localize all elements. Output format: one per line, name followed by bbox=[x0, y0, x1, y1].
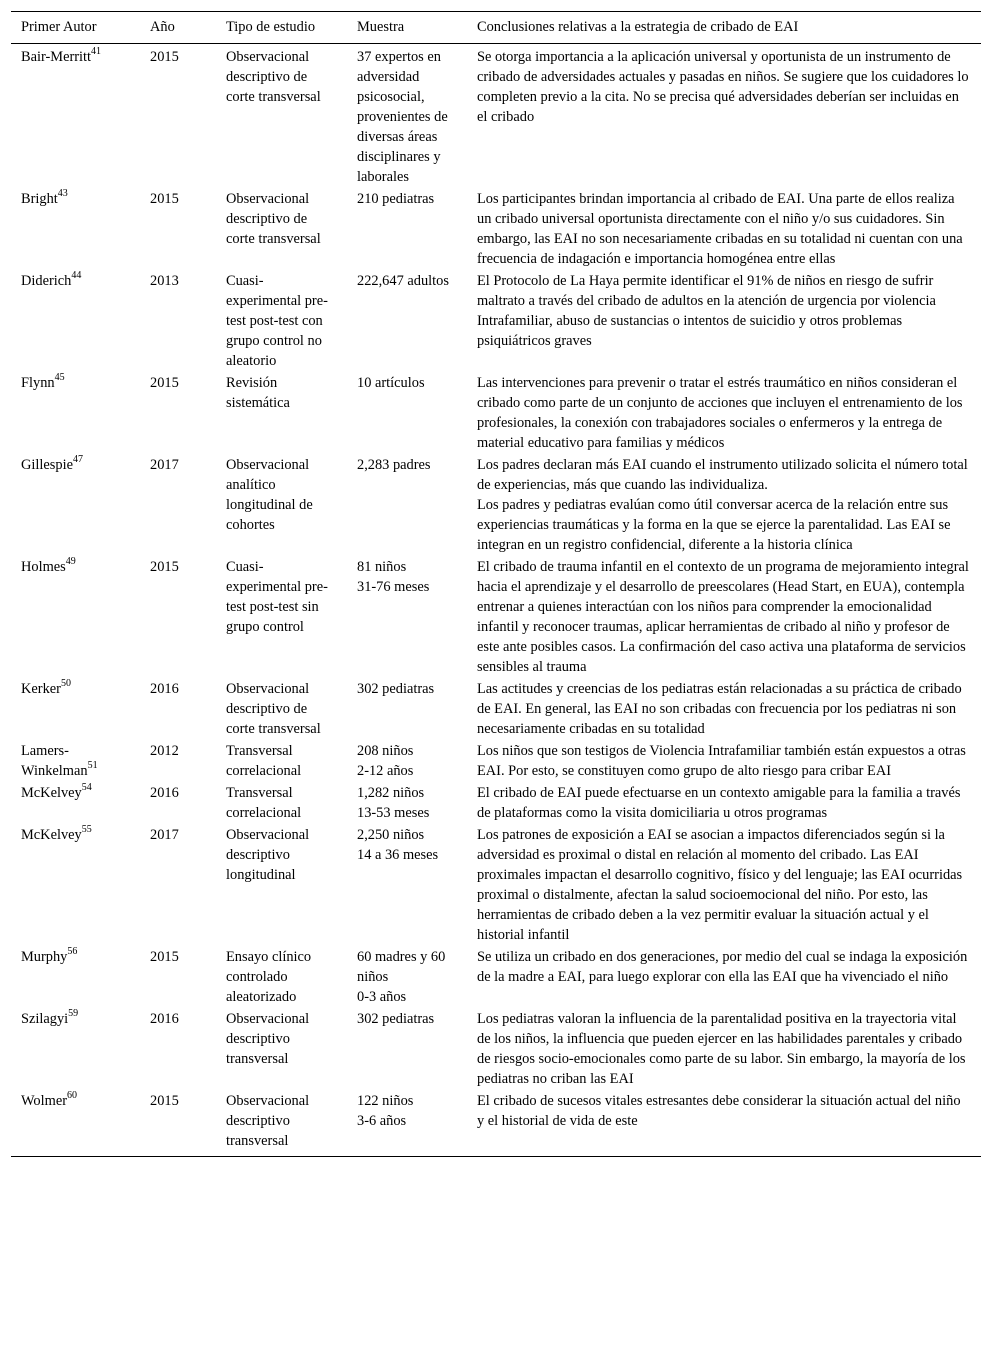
cell-conclusion: El Protocolo de La Haya permite identificar el 91% de niños en riesgo de sufrir maltrato a través del cribado de adultos en la atención de urgencia por violencia Intrafamiliar, abuso de sustancias o intentos de suicidio y otros problemas psiquiátricos graves bbox=[477, 273, 936, 349]
cell-study-type: Ensayo clínico controlado aleatorizado bbox=[226, 949, 312, 1005]
cell-study-type: Observacional analítico longitudinal de cohortes bbox=[226, 457, 313, 533]
reference-number: 56 bbox=[67, 946, 78, 958]
cell-year: 2016 bbox=[150, 681, 179, 697]
cell-conclusion: Las intervenciones para prevenir o tratar el estrés traumático en niños consideran el cribado como parte de un conjunto de acciones que incluyen el entrenamiento de los profesionales, la conexión con trabajadores sociales o enfermeros y la entrega de material educativo para familias y médicos bbox=[477, 375, 963, 451]
cell-year: 2017 bbox=[150, 457, 179, 473]
cell-conclusion: Se utiliza un cribado en dos generaciones, por medio del cual se indaga la exposición de la madre a EAI, para luego explorar con ella las EAI que ha vivenciado el niño bbox=[477, 949, 968, 985]
cell-study-type: Cuasi-experimental pre-test post-test sin grupo control bbox=[226, 559, 328, 635]
cell-year: 2012 bbox=[150, 743, 179, 759]
table-row bbox=[11, 677, 981, 739]
cell-sample: 208 niños 2-12 años bbox=[357, 743, 414, 779]
author-name: Bright bbox=[21, 191, 58, 207]
author-name: Szilagyi bbox=[21, 1011, 69, 1027]
reference-number: 44 bbox=[71, 270, 82, 282]
cell-author bbox=[11, 823, 140, 945]
cell-year: 2015 bbox=[140, 1089, 216, 1157]
table-row bbox=[11, 371, 981, 453]
cell-sample: 222,647 adultos bbox=[357, 273, 449, 289]
cell-conclusion: Los padres declaran más EAI cuando el instrumento utilizado solicita el número total de experiencias, más que cuando las individualiza. Los padres y pediatras evalúan como útil conversar acerca de la relación entre sus experiencias traumáticas y la forma en la que se ejerce la parentalidad. Las EAI se integran en un registro confidencial, diferente a la historia clínica bbox=[477, 457, 968, 553]
reference-number: 59 bbox=[68, 1008, 79, 1020]
cell-author bbox=[11, 945, 140, 1007]
header-author: Primer Autor bbox=[11, 12, 140, 44]
cell-study-type: Observacional descriptivo de corte transversal bbox=[226, 681, 321, 737]
cell-year: 2015 bbox=[150, 191, 179, 207]
cell-sample: 2,283 padres bbox=[357, 457, 431, 473]
table-row bbox=[11, 44, 981, 188]
cell-author bbox=[11, 677, 140, 739]
cell-sample: 2,250 niños 14 a 36 meses bbox=[357, 827, 439, 863]
author-name: Holmes bbox=[21, 559, 66, 575]
cell-study-type: Transversal correlacional bbox=[226, 785, 302, 821]
cell-author bbox=[11, 44, 140, 188]
author-name: Lamers-Winkelman bbox=[21, 743, 88, 779]
cell-year: 2017 bbox=[150, 827, 179, 843]
cell-study-type: Observacional descriptivo de corte transversal bbox=[226, 49, 321, 105]
cell-sample: 1,282 niños 13-53 meses bbox=[357, 785, 430, 821]
cell-author bbox=[11, 555, 140, 677]
author-name: Kerker bbox=[21, 681, 61, 697]
author-name: Diderich bbox=[21, 273, 72, 289]
header-year: Año bbox=[140, 12, 216, 44]
cell-sample: 122 niños 3-6 años bbox=[347, 1089, 467, 1157]
cell-conclusion: Las actitudes y creencias de los pediatras están relacionadas a su práctica de cribado de EAI. En general, las EAI no son cribadas con frecuencia por los pediatras ni son necesariamente cribadas en su totalidad bbox=[477, 681, 962, 737]
table-row bbox=[11, 555, 981, 677]
author-name: McKelvey bbox=[21, 827, 82, 843]
cell-sample: 37 expertos en adversidad psicosocial, provenientes de diversas áreas disciplinares y laborales bbox=[357, 49, 448, 185]
cell-author bbox=[11, 187, 140, 269]
table-header-row bbox=[11, 12, 981, 44]
cell-author bbox=[11, 1007, 140, 1089]
author-name: Bair-Merritt bbox=[21, 49, 92, 65]
reference-number: 43 bbox=[57, 188, 68, 200]
cell-author bbox=[11, 371, 140, 453]
cell-sample: 10 artículos bbox=[357, 375, 425, 391]
cell-conclusion: El cribado de sucesos vitales estresantes debe considerar la situación actual del niño y el historial de vida de este bbox=[467, 1089, 981, 1157]
reference-number: 41 bbox=[91, 46, 102, 58]
header-study-type: Tipo de estudio bbox=[216, 12, 347, 44]
cell-study-type: Observacional descriptivo transversal bbox=[216, 1089, 347, 1157]
table-row bbox=[11, 269, 981, 371]
cell-study-type: Revisión sistemática bbox=[226, 375, 290, 411]
author-name: Flynn bbox=[21, 375, 55, 391]
cell-author bbox=[11, 269, 140, 371]
reference-number: 45 bbox=[54, 372, 65, 384]
reference-number: 55 bbox=[81, 824, 92, 836]
table-row bbox=[11, 739, 981, 781]
cell-study-type: Cuasi-experimental pre-test post-test con grupo control no aleatorio bbox=[226, 273, 328, 369]
studies-table bbox=[11, 11, 981, 1157]
cell-year: 2015 bbox=[150, 559, 179, 575]
table-row bbox=[11, 1007, 981, 1089]
table-row bbox=[11, 453, 981, 555]
author-name: McKelvey bbox=[21, 785, 82, 801]
cell-study-type: Observacional descriptivo longitudinal bbox=[226, 827, 310, 883]
cell-conclusion: El cribado de EAI puede efectuarse en un contexto amigable para la familia a través de plataformas como la visita domiciliaria u otros programas bbox=[477, 785, 961, 821]
table-row bbox=[11, 1089, 981, 1157]
reference-number: 51 bbox=[87, 760, 98, 772]
table-row bbox=[11, 945, 981, 1007]
table-row bbox=[11, 187, 981, 269]
cell-author bbox=[11, 739, 140, 781]
table-container bbox=[11, 11, 981, 1157]
reference-number: 50 bbox=[60, 678, 71, 690]
reference-number: 54 bbox=[81, 782, 92, 794]
table-row bbox=[11, 781, 981, 823]
cell-year: 2015 bbox=[150, 49, 179, 65]
cell-year: 2015 bbox=[150, 949, 179, 965]
cell-sample: 302 pediatras bbox=[357, 681, 435, 697]
cell-year: 2016 bbox=[150, 785, 179, 801]
cell-year: 2013 bbox=[150, 273, 179, 289]
cell-conclusion: Se otorga importancia a la aplicación universal y oportunista de un instrumento de cribado de adversidades actuales y pasadas en niños. Se sugiere que los cuidadores lo completen previo a la cita. No se precisa qué adversidades deberían ser incluidas en el cribado bbox=[477, 49, 969, 125]
header-sample: Muestra bbox=[347, 12, 467, 44]
cell-sample: 302 pediatras bbox=[357, 1011, 435, 1027]
cell-author bbox=[11, 781, 140, 823]
cell-conclusion: El cribado de trauma infantil en el contexto de un programa de mejoramiento integral hacia el aprendizaje y el desarrollo de preescolares (Head Start, en EUA), contempla entrenar a quienes interactúan con los niños para comprender la emocionalidad infantil y reconocer traumas, aplicar herramientas de cribado al niño y profesor de este ante posibles casos. La confirmación del caso activa una plataforma de servicios sensibles al trauma bbox=[477, 559, 969, 675]
reference-number: 60 bbox=[67, 1090, 77, 1102]
cell-study-type: Observacional descriptivo transversal bbox=[226, 1011, 310, 1067]
cell-study-type: Observacional descriptivo de corte transversal bbox=[226, 191, 321, 247]
table-row bbox=[11, 823, 981, 945]
author-name: Gillespie bbox=[21, 457, 73, 473]
cell-author bbox=[11, 453, 140, 555]
author-name: Murphy bbox=[21, 949, 68, 965]
cell-year: 2015 bbox=[150, 375, 179, 391]
cell-sample: 60 madres y 60 niños 0-3 años bbox=[357, 949, 446, 1005]
header-conclusions: Conclusiones relativas a la estrategia de cribado de EAI bbox=[467, 12, 981, 44]
cell-year: 2016 bbox=[150, 1011, 179, 1027]
table-body bbox=[11, 44, 981, 1157]
cell-conclusion: Los niños que son testigos de Violencia Intrafamiliar también están expuestos a otras EAI. Por esto, se constituyen como grupo de alto riesgo para cribar EAI bbox=[477, 743, 966, 779]
cell-conclusion: Los participantes brindan importancia al cribado de EAI. Una parte de ellos realiza un cribado universal oportunista directamente con el niño y/o sus cuidadores. Sin embargo, las EAI no son necesariamente cribadas en su totalidad ni cuentan con una frecuencia de indagación e importancia homogénea entre ellas bbox=[477, 191, 963, 267]
cell-sample: 81 niños 31-76 meses bbox=[357, 559, 430, 595]
cell-sample: 210 pediatras bbox=[357, 191, 435, 207]
cell-study-type: Transversal correlacional bbox=[226, 743, 302, 779]
cell-conclusion: Los pediatras valoran la influencia de la parentalidad positiva en la trayectoria vital de los niños, la influencia que pueden ejercer en las habilidades parentales y cribado de riesgos socio-emocionales como parte de su labor. Sin embargo, la mayoría de los pediatras no criban las EAI bbox=[477, 1011, 966, 1087]
cell-conclusion: Los patrones de exposición a EAI se asocian a impactos diferenciados según si la adversidad es proximal o distal en relación al momento del cribado. Las EAI proximales impactan el desarrollo cognitivo, físico y del lenguaje; las EAI ocurridas proximal o distalmente, afectan la salud socioemocional del niño. Por esto, las herramientas de cribado deben a la vez permitir evaluar la situación actual y el historial infantil bbox=[477, 827, 963, 943]
reference-number: 47 bbox=[72, 454, 83, 466]
author-name: Wolmer bbox=[21, 1093, 67, 1109]
cell-author bbox=[11, 1089, 140, 1157]
reference-number: 49 bbox=[65, 556, 76, 568]
